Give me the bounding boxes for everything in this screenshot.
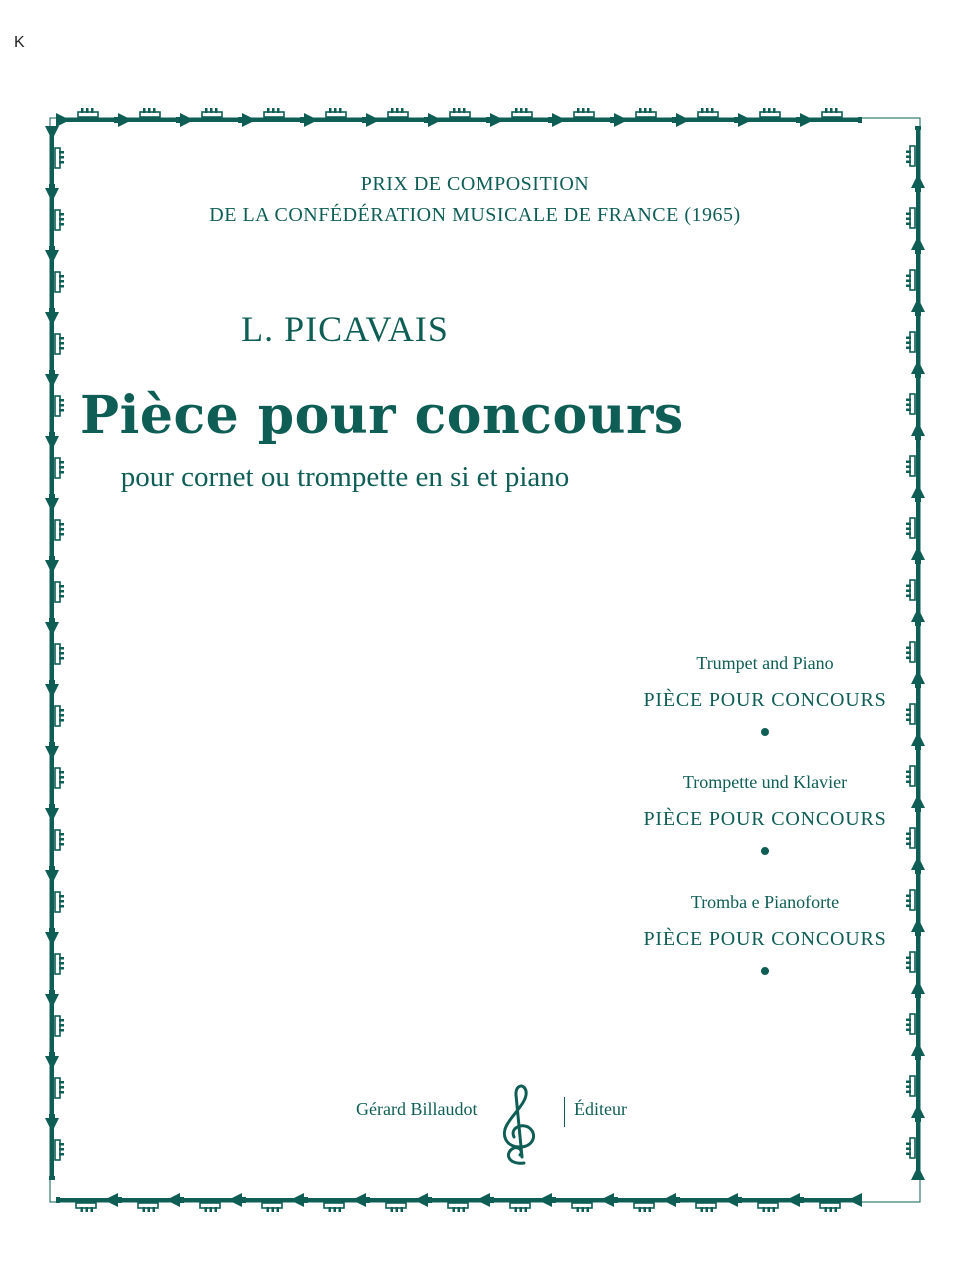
language-block-english (630, 650, 900, 736)
prize-line-1: PRIX DE COMPOSITION (360, 173, 590, 195)
trumpet-icon (45, 622, 64, 684)
trumpet-icon (906, 498, 925, 560)
publisher-name: Gérard Billaudot (356, 1099, 478, 1119)
trumpet-icon (906, 374, 925, 436)
trumpet-icon (45, 808, 64, 870)
trumpet-icon (906, 1056, 925, 1118)
subtitle: pour cornet ou trompette en si et piano (120, 461, 570, 493)
language-name: Trumpet and Piano (696, 653, 834, 673)
trumpet-icon (45, 746, 64, 808)
trumpet-icon (906, 994, 925, 1056)
composer-name: L. PICAVAIS (241, 309, 449, 349)
language-title: PIÈCE POUR CONCOURS (643, 689, 887, 711)
trumpet-icon (45, 560, 64, 622)
language-name: Tromba e Pianoforte (690, 892, 840, 912)
publisher-role: Éditeur (574, 1099, 627, 1119)
trumpet-icon (45, 1118, 64, 1180)
trumpet-icon (45, 1056, 64, 1118)
prize-line-2: DE LA CONFÉDÉRATION MUSICALE DE FRANCE (1965) (209, 204, 741, 226)
trumpet-icon (45, 932, 64, 994)
trumpet-icon (45, 312, 64, 374)
language-name: Trompette und Klavier (682, 772, 848, 792)
corner-mark: K (14, 34, 25, 51)
trumpet-icon (906, 870, 925, 932)
main-title: Pièce pour concours (80, 385, 684, 446)
trumpet-icon (906, 436, 925, 498)
language-block-german (630, 769, 900, 855)
publisher-block (330, 1095, 650, 1165)
bullet-dot (761, 728, 769, 736)
bullet-dot (761, 847, 769, 855)
trumpet-icon (906, 1118, 925, 1180)
trumpet-icon (45, 126, 64, 188)
trumpet-icon (906, 684, 925, 746)
publisher-separator (564, 1097, 565, 1127)
trumpet-icon (45, 250, 64, 312)
trumpet-icon (45, 498, 64, 560)
trumpet-icon (906, 188, 925, 250)
bullet-dot (761, 967, 769, 975)
trumpet-icon (45, 188, 64, 250)
trumpet-icon (45, 374, 64, 436)
trumpet-icon (906, 746, 925, 808)
trumpet-icon (906, 126, 925, 188)
trumpet-icon (906, 560, 925, 622)
trumpet-icon (906, 250, 925, 312)
trumpet-icon (45, 994, 64, 1056)
trumpet-icon (906, 932, 925, 994)
language-title: PIÈCE POUR CONCOURS (643, 928, 887, 950)
language-block-italian (630, 889, 900, 975)
trumpet-icon (906, 312, 925, 374)
treble-clef-icon (490, 1083, 550, 1167)
language-title: PIÈCE POUR CONCOURS (643, 808, 887, 830)
trumpet-icon (906, 808, 925, 870)
trumpet-icon (45, 870, 64, 932)
trumpet-icon (906, 622, 925, 684)
trumpet-icon (45, 684, 64, 746)
